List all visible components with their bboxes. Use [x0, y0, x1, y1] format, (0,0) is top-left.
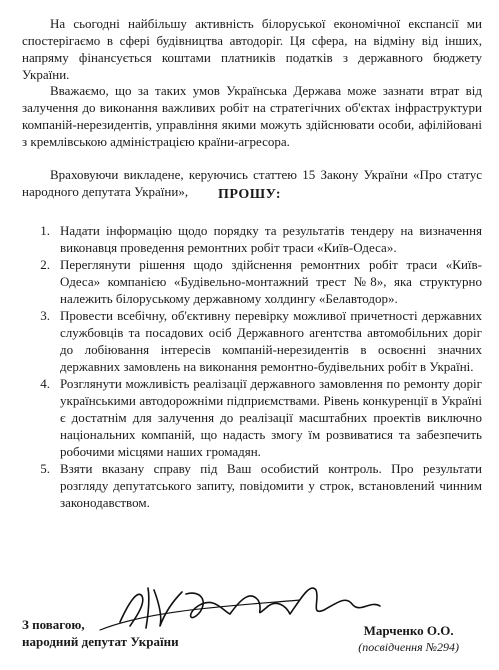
request-heading: ПРОШУ:: [217, 187, 282, 202]
item-text: Переглянути рішення щодо здійснення ремонтних робіт траси «Київ-Одеса» компанією «Будівельно-монтажний трест №8», яка структурно належить білоруському державному холдингу «Белавтодор».: [60, 257, 482, 306]
list-item: [22, 375, 482, 460]
item-text: Взяти вказану справу під Ваш особистий контроль. Про результати розгляду депутатського запиту, повідомити у строк, встановлений чинним законодавством.: [60, 461, 482, 510]
paragraph-expansion: На сьогодні найбільшу активність білоруської економічної експансії ми спостерігаємо в сфері будівництва автодоріг. Ця сфера, на відміну від інших, напряму фінансується коштами платників податків з державного бюджету України.: [22, 16, 482, 82]
certificate-number: (посвідчення №294): [358, 640, 459, 654]
list-item: [22, 307, 482, 375]
item-number: 1.: [40, 223, 50, 238]
signoff-title: народний депутат України: [22, 634, 179, 649]
signoff-block: [22, 616, 179, 650]
item-text: Надати інформацію щодо порядку та результатів тендеру на визначення виконавця проведення ремонтних робіт траси «Київ-Одеса».: [60, 223, 482, 255]
list-item: [22, 256, 482, 307]
item-number: 4.: [40, 376, 50, 391]
item-text: Провести всебічну, об'єктивну перевірку можливої причетності державних службовців та посадових осіб Державного агентства автомобільних доріг до лобіювання інтересів компаній-нерезидентів в освоєнні значних державних замовлень на виконання ремонтно-будівельних робіт в Україні.: [60, 308, 482, 374]
request-list: [22, 222, 482, 511]
paragraph-legal-basis: Враховуючи викладене, керуючись статтею 15 Закону України «Про статус народного депутата України»,: [22, 167, 482, 199]
item-number: 2.: [40, 257, 50, 272]
item-number: 3.: [40, 308, 50, 323]
paragraph-risk: Вважаємо, що за таких умов Українська Держава може зазнати втрат від залучення до виконання важливих робіт на стратегічних об'єктах інфраструктури компаній-нерезидентів, управління якими можуть здійснювати особи, афілійовані з кремлівською адміністрацією країни-агресора.: [22, 83, 482, 149]
item-text: Розглянути можливість реалізації державного замовлення по ремонту доріг українськими автодорожніми підприємствами. Рівень конкуренції в Україні є достатнім для залучення до реалізації масштабних проектів виключно національних компаній, що надасть змогу їм розвиватися та забезпечить робочими місцями наших громадян.: [60, 376, 482, 459]
signatory-name: Марченко О.О.: [363, 623, 454, 638]
list-item: [22, 460, 482, 511]
signoff-greeting: З повагою,: [22, 617, 85, 632]
item-number: 5.: [40, 461, 50, 476]
signatory-block: [358, 622, 459, 656]
list-item: [22, 222, 482, 256]
